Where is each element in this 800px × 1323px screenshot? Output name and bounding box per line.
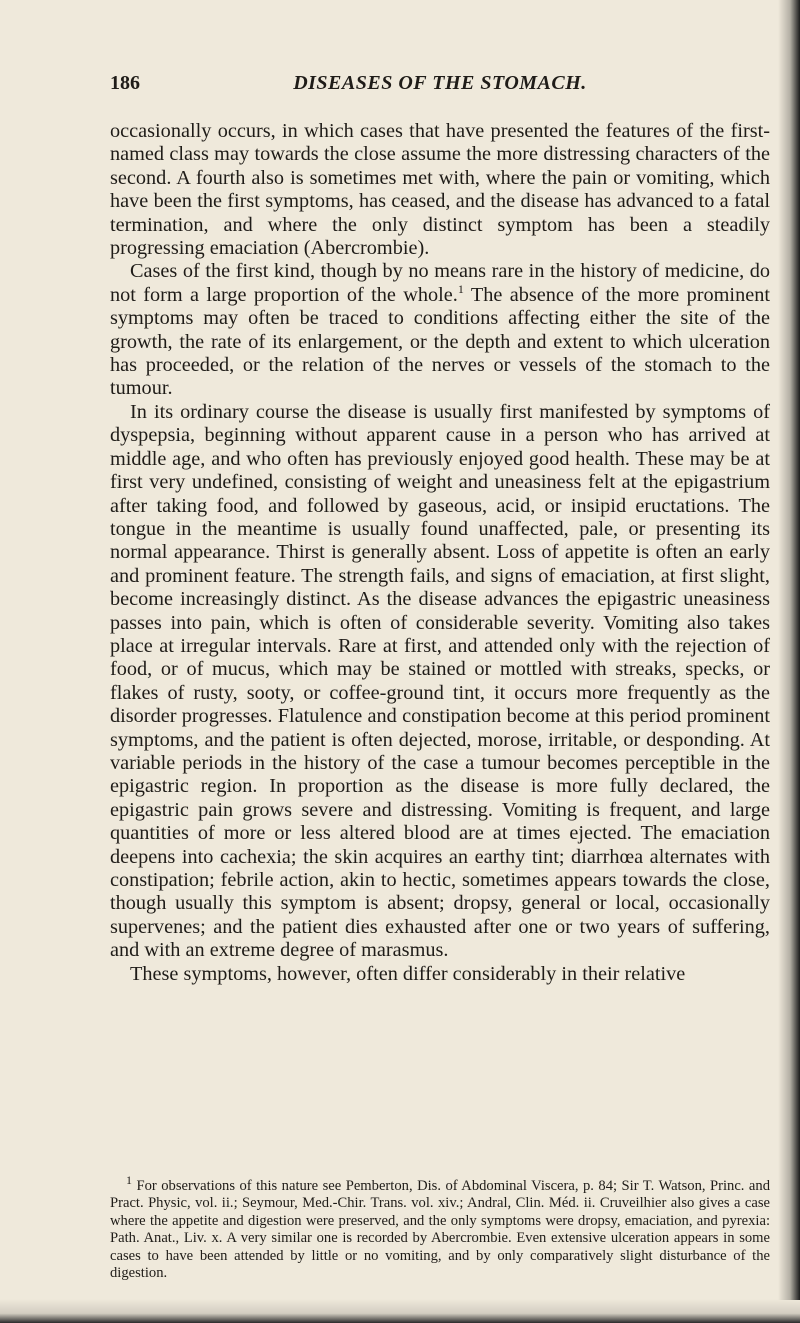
page-bottom-shadow — [0, 1299, 800, 1323]
footnotes — [110, 1173, 770, 1282]
footnote — [110, 1173, 770, 1282]
page-edge-shadow — [778, 0, 800, 1300]
body-text — [110, 120, 770, 986]
paragraph-text-after-note: The absence of the more prominent symptoms may often be traced to conditions affecting either the site of the growth, the rate of its enlargement, or the depth and extent to which ulceration has proceeded, or the relation of the nerves or vessels of the stomach to the tumour. — [110, 283, 770, 400]
page-number: 186 — [110, 72, 140, 94]
running-head: DISEASES OF THE STOMACH. — [293, 72, 587, 94]
footnote-marker: 1 — [126, 1173, 132, 1188]
paragraph-continuation: occasionally occurs, in which cases that have presented the features of the first-named class may towards the close assume the more distressing characters of the second. A fourth also is sometimes met with, where the pain or vomiting, which have been the first symptoms, has ceased, and the disease has advanced to a fatal termination, and where the only distinct symptom has been a steadily progressing emaciation (Abercrombie). — [110, 120, 770, 260]
page-header — [110, 72, 770, 98]
paragraph-symptoms: These symptoms, however, often differ considerably in their relative — [130, 962, 686, 985]
paragraph-text-before-note: Cases of the first kind, though by no means rare in the history of medicine, do not form a large proportion of the whole. — [110, 260, 770, 306]
footnote-reference[interactable]: 1 — [457, 282, 464, 297]
paragraph-cases — [110, 260, 770, 400]
paragraph-course: In its ordinary course the disease is usually first manifested by symptoms of dyspepsia, beginning without apparent cause in a person who has arrived at middle age, and who often has previously enjoyed good health. These may be at first very undefined, consisting of weight and uneasiness felt at the epigastrium after taking food, and followed by gaseous, acid, or insipid eructations. The tongue in the meantime is usually found unaffected, pale, or presenting its normal appearance. Thirst is generally absent. Loss of appetite is often an early and prominent feature. The strength fails, and signs of emaciation, at first slight, become increasingly distinct. As the disease advances the epigastric uneasiness passes into pain, which is often of considerable severity. Vomiting also takes place at irregular intervals. Rare at first, and attended only with the rejection of food, or of mucus, which may be stained or mottled with streaks, specks, or flakes of rusty, sooty, or coffee-ground tint, it occurs more frequently as the disorder progresses. Flatulence and constipation become at this period prominent symptoms, and the patient is often dejected, morose, irritable, or desponding. At variable periods in the history of the case a tumour becomes perceptible in the epigastric region. In proportion as the disease is more fully declared, the epigastric pain grows severe and distressing. Vomiting is frequent, and large quantities of more or less altered blood are at times ejected. The emaciation deepens into cachexia; the skin acquires an earthy tint; diarrhœa alternates with constipation; febrile action, akin to hectic, sometimes appears towards the close, though usually this symptom is absent; dropsy, general or local, occasionally supervenes; and the patient dies exhausted after one or two years of suffering, and with an extreme degree of marasmus. — [110, 400, 770, 962]
footnote-text: For observations of this nature see Pemberton, Dis. of Abdominal Viscera, p. 84; Sir T. Watson, Princ. and Pract. Physic, vol. ii.; Seymour, Med.-Chir. Trans. vol. xiv.; Andral, Clin. Méd. ii. Cruveilhier also gives a case where the appetite and digestion were preserved, and the only symptoms were dropsy, emaciation, and pyrexia: Path. Anat., Liv. x. A very similar one is recorded by Abercrombie. Even extensive ulceration appears in some cases to have been attended by little or no vomiting, and by only comparatively slight disturbance of the digestion. — [110, 1178, 770, 1282]
